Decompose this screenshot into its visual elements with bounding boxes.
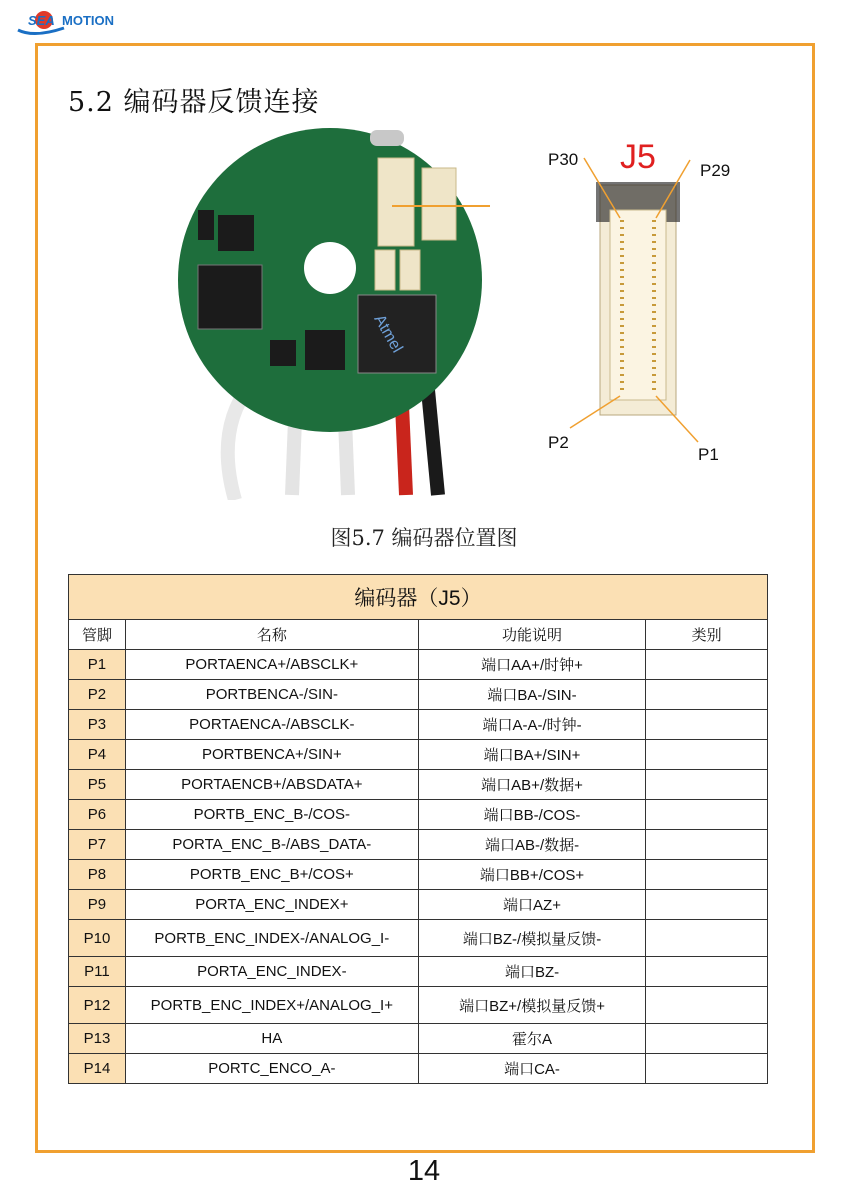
table-row [69, 1024, 768, 1054]
name-cell: PORTB_ENC_INDEX+/ANALOG_I+ [125, 987, 418, 1024]
function-cell: 端口BB-/COS- [418, 800, 646, 830]
table-row [69, 800, 768, 830]
figure-caption: 图5.7 编码器位置图 [330, 526, 518, 550]
name-cell: PORTAENCA-/ABSCLK- [125, 710, 418, 740]
wire-red [402, 405, 406, 495]
section-title: 5.2 编码器反馈连接 [68, 87, 320, 118]
table-row [69, 830, 768, 860]
name-cell: PORTA_ENC_B-/ABS_DATA- [125, 830, 418, 860]
chip-brand-text: Atmel [370, 311, 406, 356]
arrow-p1 [656, 396, 698, 442]
wire-black [428, 390, 438, 495]
wire-white-2 [292, 420, 295, 495]
name-cell: HA [125, 1024, 418, 1054]
name-cell: PORTB_ENC_B-/COS- [125, 800, 418, 830]
pin-cell: P4 [69, 740, 126, 770]
wire-white-3 [345, 420, 348, 495]
chip-small-4 [198, 210, 214, 240]
pin-cell: P3 [69, 710, 126, 740]
pin-label-p1: P1 [698, 445, 719, 464]
category-cell [646, 770, 768, 800]
category-cell [646, 860, 768, 890]
table-row [69, 650, 768, 680]
table-row [69, 680, 768, 710]
table-row [69, 1054, 768, 1084]
pin-cell: P6 [69, 800, 126, 830]
connector-4 [400, 250, 420, 290]
seamotion-logo [14, 8, 126, 36]
pin-cell: P8 [69, 860, 126, 890]
j5-closeup [540, 130, 760, 470]
name-cell: PORTA_ENC_INDEX- [125, 957, 418, 987]
usb-port [370, 130, 404, 146]
pin-cell: P1 [69, 650, 126, 680]
logo-sea-text: SEA [28, 13, 55, 28]
name-cell: PORTA_ENC_INDEX+ [125, 890, 418, 920]
table-row [69, 770, 768, 800]
page-number: 14 [407, 1155, 441, 1187]
chip-small-2 [305, 330, 345, 370]
connector-3 [375, 250, 395, 290]
encoder-pin-table [68, 574, 768, 1084]
chip-small-3 [270, 340, 296, 366]
table-row [69, 987, 768, 1024]
name-cell: PORTB_ENC_INDEX-/ANALOG_I- [125, 920, 418, 957]
category-cell [646, 650, 768, 680]
pin-cell: P12 [69, 987, 126, 1024]
function-cell: 端口BA-/SIN- [418, 680, 646, 710]
function-cell: 端口BZ- [418, 957, 646, 987]
pin-cell: P2 [69, 680, 126, 710]
function-cell: 端口AB-/数据- [418, 830, 646, 860]
table-row [69, 920, 768, 957]
j5-label: J5 [620, 138, 656, 176]
table-row [69, 740, 768, 770]
pin-label-p30: P30 [548, 150, 579, 169]
category-cell [646, 890, 768, 920]
function-cell: 端口AB+/数据+ [418, 770, 646, 800]
col-header-pin: 管脚 [69, 620, 126, 650]
function-cell: 霍尔A [418, 1024, 646, 1054]
pin-label-p29: P29 [700, 161, 731, 180]
category-cell [646, 800, 768, 830]
category-cell [646, 830, 768, 860]
category-cell [646, 920, 768, 957]
category-cell [646, 680, 768, 710]
table-row [69, 710, 768, 740]
col-header-name: 名称 [125, 620, 418, 650]
pin-cell: P11 [69, 957, 126, 987]
function-cell: 端口A-A-/时钟- [418, 710, 646, 740]
name-cell: PORTBENCA-/SIN- [125, 680, 418, 710]
function-cell: 端口BA+/SIN+ [418, 740, 646, 770]
category-cell [646, 1054, 768, 1084]
name-cell: PORTAENCB+/ABSDATA+ [125, 770, 418, 800]
pin-cell: P13 [69, 1024, 126, 1054]
function-cell: 端口BZ-/模拟量反馈- [418, 920, 646, 957]
logo-motion-text: MOTION [62, 13, 114, 28]
pin-cell: P7 [69, 830, 126, 860]
category-cell [646, 957, 768, 987]
name-cell: PORTBENCA+/SIN+ [125, 740, 418, 770]
pcb-hole [304, 242, 356, 294]
category-cell [646, 987, 768, 1024]
pin-cell: P10 [69, 920, 126, 957]
function-cell: 端口CA- [418, 1054, 646, 1084]
function-cell: 端口BZ+/模拟量反馈+ [418, 987, 646, 1024]
function-cell: 端口AA+/时钟+ [418, 650, 646, 680]
name-cell: PORTB_ENC_B+/COS+ [125, 860, 418, 890]
table-row [69, 957, 768, 987]
logo-swoosh [18, 28, 64, 34]
name-cell: PORTC_ENCO_A- [125, 1054, 418, 1084]
chip-small-1 [218, 215, 254, 251]
table-row [69, 890, 768, 920]
pin-cell: P9 [69, 890, 126, 920]
pin-cell: P14 [69, 1054, 126, 1084]
name-cell: PORTAENCA+/ABSCLK+ [125, 650, 418, 680]
function-cell: 端口AZ+ [418, 890, 646, 920]
function-cell: 端口BB+/COS+ [418, 860, 646, 890]
table-row [69, 860, 768, 890]
pin-cell: P5 [69, 770, 126, 800]
col-header-function: 功能说明 [418, 620, 646, 650]
encoder-board-photo [170, 120, 490, 500]
category-cell [646, 740, 768, 770]
category-cell [646, 710, 768, 740]
table-title: 编码器（J5） [69, 575, 768, 620]
category-cell [646, 1024, 768, 1054]
connector-2 [422, 168, 456, 240]
col-header-category: 类别 [646, 620, 768, 650]
closeup-inner [610, 210, 666, 400]
chip-ti [198, 265, 262, 329]
pin-label-p2: P2 [548, 433, 569, 452]
connector-j5 [378, 158, 414, 246]
